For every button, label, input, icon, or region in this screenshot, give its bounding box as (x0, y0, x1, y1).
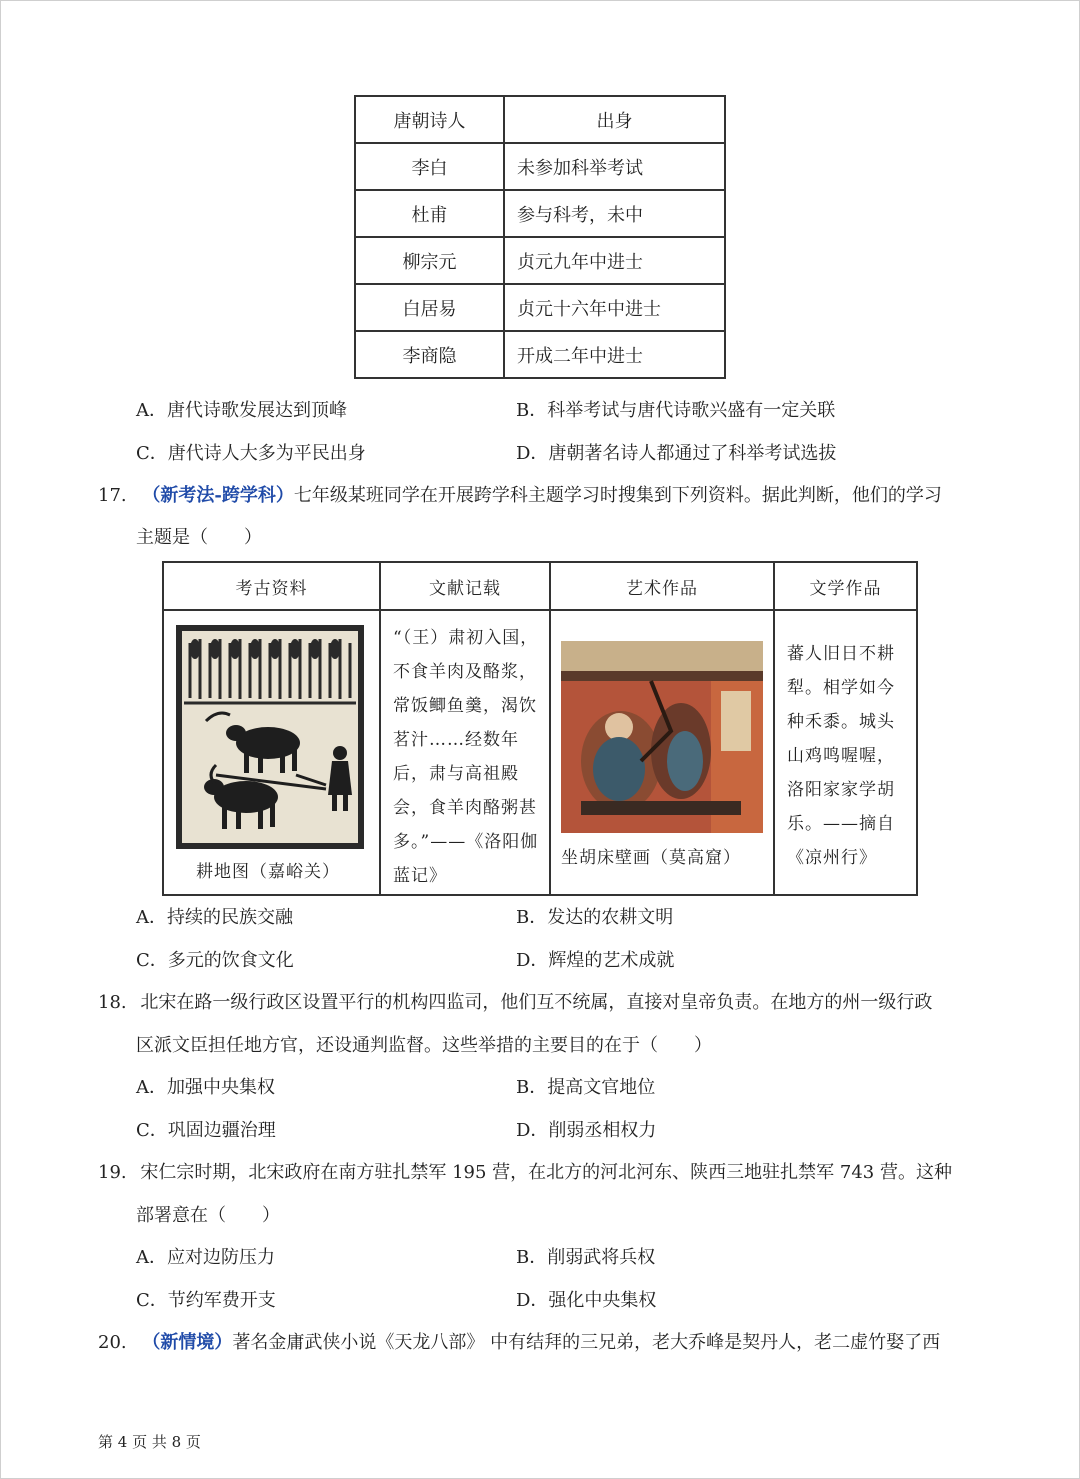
q19-option-a: A．应对边防压力 (136, 1247, 275, 1268)
table-header-cell: 考古资料 (163, 562, 380, 610)
table-row (355, 237, 725, 284)
table-cell: 贞元十六年中进士 (504, 284, 725, 331)
table-cell: 参与科考，未中 (504, 190, 725, 237)
q20-stem (98, 1331, 940, 1355)
table-cell: 柳宗元 (355, 237, 504, 284)
table-cell: 李商隐 (355, 331, 504, 378)
literature-text: 蕃人旧日不耕犁。相学如今种禾黍。城头山鸡鸣喔喔，洛阳家家学胡乐。——摘自《凉州行》 (787, 644, 895, 868)
q19-stem-line2: 部署意在（ ） (136, 1205, 280, 1226)
question-number: 17. (98, 485, 127, 506)
q17-stem (98, 484, 942, 508)
art-cell (550, 610, 774, 895)
q17-stem-line1: 七年级某班同学在开展跨学科主题学习时搜集到下列资料。据此判断，他们的学习 (293, 485, 942, 506)
q19-option-b: B．削弱武将兵权 (516, 1247, 656, 1268)
table-cell: 白居易 (355, 284, 504, 331)
q16-option-d: D．唐朝著名诗人都通过了科举考试选拔 (516, 443, 837, 464)
q18-stem (98, 991, 932, 1015)
q17-option-c: C．多元的饮食文化 (136, 950, 294, 971)
q17-tag: （新考法-跨学科） (142, 485, 294, 506)
table-cell: 开成二年中进士 (504, 331, 725, 378)
table-header-cell: 文献记载 (380, 562, 550, 610)
archaeology-cell (163, 610, 380, 895)
table-header-row (163, 562, 917, 610)
mural-image (561, 641, 763, 833)
q18-option-d: D．削弱丞相权力 (516, 1120, 657, 1141)
q18-stem-line2: 区派文臣担任地方官，还设通判监督。这些举措的主要目的在于（ ） (136, 1035, 712, 1056)
q16-option-a: A．唐代诗歌发展达到顶峰 (136, 400, 347, 421)
table-cell: 杜甫 (355, 190, 504, 237)
q18-option-b: B．提高文官地位 (516, 1077, 656, 1098)
q18-stem-line1: 北宋在路一级行政区设置平行的机构四监司，他们互不统属，直接对皇帝负责。在地方的州一级行政 (140, 992, 933, 1013)
table-row (163, 610, 917, 895)
q17-stem-line2: 主题是（ ） (136, 527, 262, 548)
table-row (355, 331, 725, 378)
q18-option-c: C．巩固边疆治理 (136, 1120, 276, 1141)
plowing-painting-image (176, 625, 364, 849)
archaeology-caption: 耕地图（嘉峪关） (196, 862, 340, 882)
q17-option-b: B．发达的农耕文明 (516, 907, 674, 928)
document-text: “（王）肃初入国，不食羊肉及酪浆，常饭鲫鱼羹，渴饮茗汁……经数年后，肃与高祖殿会，食羊肉酪粥甚多。”——《洛阳伽蓝记》 (393, 628, 539, 886)
question-number: 19. (98, 1162, 127, 1183)
q18-option-a: A．加强中央集权 (136, 1077, 275, 1098)
q20-tag: （新情境） (142, 1332, 233, 1353)
question-number: 20. (98, 1332, 127, 1353)
literature-cell (774, 610, 917, 895)
page-footer: 第 4 页 共 8 页 (98, 1433, 201, 1451)
table-cell: 贞元九年中进士 (504, 237, 725, 284)
table-row (355, 190, 725, 237)
q19-stem-line1: 宋仁宗时期，北宋政府在南方驻扎禁军 195 营，在北方的河北河东、陕西三地驻扎禁军 743 营。这种 (140, 1162, 952, 1183)
table-header-cell: 文学作品 (774, 562, 917, 610)
table-header-row (355, 96, 725, 143)
q20-stem-line1: 著名金庸武侠小说《天龙八部》 中有结拜的三兄弟，老大乔峰是契丹人，老二虚竹娶了西 (232, 1332, 941, 1353)
table-header-cell: 艺术作品 (550, 562, 774, 610)
q17-material-table (162, 561, 918, 896)
table-cell: 未参加科举考试 (504, 143, 725, 190)
art-caption: 坐胡床壁画（莫高窟） (561, 848, 741, 868)
q17-option-d: D．辉煌的艺术成就 (516, 950, 675, 971)
q19-option-d: D．强化中央集权 (516, 1290, 657, 1311)
q16-option-b: B．科举考试与唐代诗歌兴盛有一定关联 (516, 400, 836, 421)
q16-option-c: C．唐代诗人大多为平民出身 (136, 443, 366, 464)
table-header-cell: 唐朝诗人 (355, 96, 504, 143)
table-cell: 李白 (355, 143, 504, 190)
poet-table (354, 95, 726, 379)
q19-stem (98, 1161, 952, 1185)
table-header-cell: 出身 (504, 96, 725, 143)
q19-option-c: C．节约军费开支 (136, 1290, 276, 1311)
document-cell (380, 610, 550, 895)
q17-option-a: A．持续的民族交融 (136, 907, 293, 928)
question-number: 18. (98, 992, 127, 1013)
table-row (355, 284, 725, 331)
table-row (355, 143, 725, 190)
